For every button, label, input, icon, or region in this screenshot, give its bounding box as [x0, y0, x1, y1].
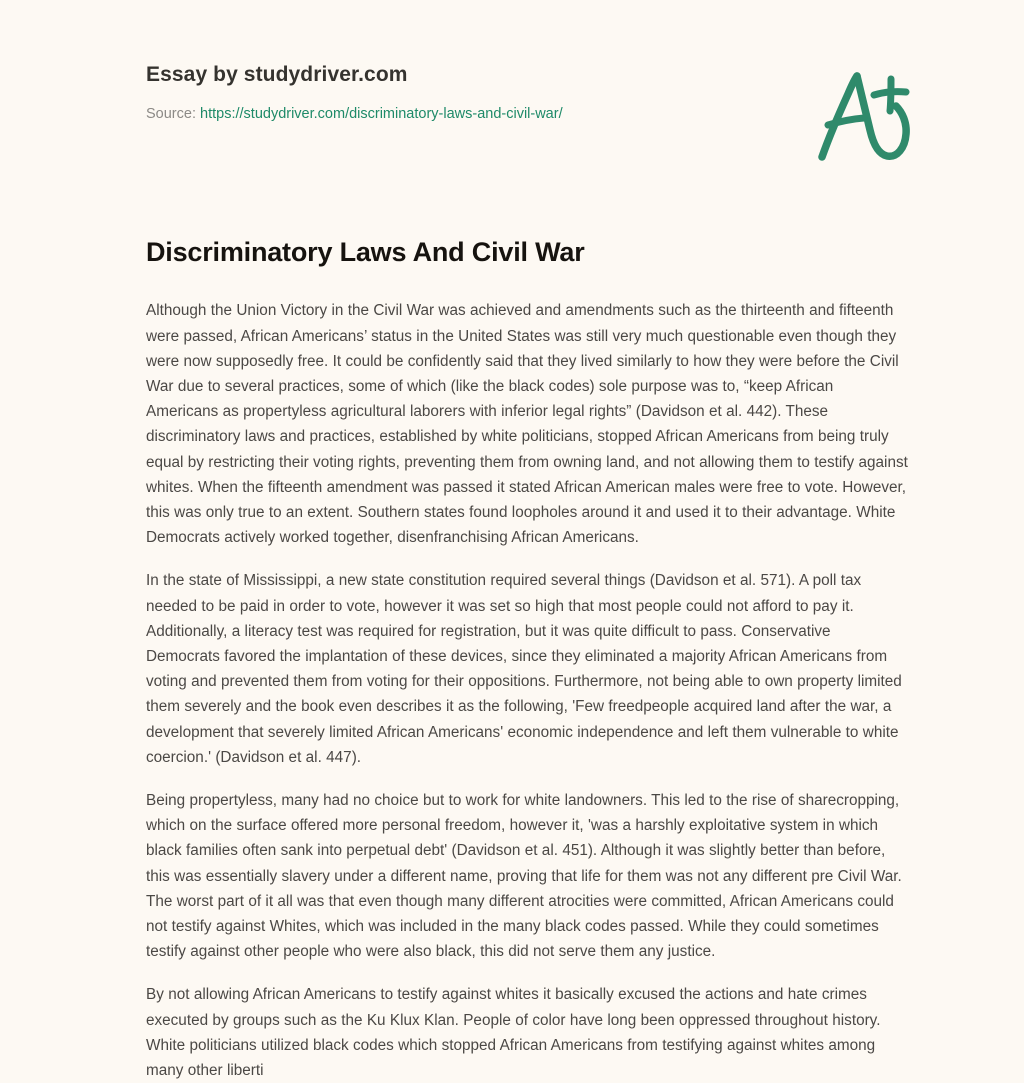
source-label: Source:: [146, 106, 196, 123]
essay-paragraph-1: Although the Union Victory in the Civil War was achieved and amendments such as the thirteenth and fifteenth were passed, African Americans’ status in the United States was still very much questionable even though they were now supposedly free. It could be confidently said that they lived similarly to how they were before the Civil War due to several practices, some of which (like the black codes) sole purpose was to, “keep African Americans as propertyless agricultural laborers with inferior legal rights” (Davidson et al. 442). These discriminatory laws and practices, established by white politicians, stopped African Americans from being truly equal by restricting their voting rights, preventing them from owning land, and not allowing them to testify against whites. When the fifteenth amendment was passed it stated African American males were free to vote. However, this was only true to an extent. Southern states found loopholes around it and used it to their advantage. White Democrats actively worked together, disenfranchising African Americans.: [146, 302, 908, 547]
source-url-link[interactable]: https://studydriver.com/discriminatory-laws-and-civil-war/: [200, 106, 563, 123]
page-header: [146, 62, 914, 124]
site-attribution-title: Essay by studydriver.com: [146, 63, 408, 86]
essay-paragraph-3: Being propertyless, many had no choice but to work for white landowners. This led to the rise of sharecropping, which on the surface offered more personal freedom, however it, 'was a harshly exploitative system in which black families often sank into perpetual debt' (Davidson et al. 451). Although it was slightly better than before, this was essentially slavery under a different name, proving that life for them was not any different pre Civil War. The worst part of it all was that even though many different atrocities were committed, African Americans could not testify against Whites, which was included in the many black codes passed. While they could sometimes testify against other people who were also black, this did not serve them any justice.: [146, 792, 902, 961]
studydriver-logo: [812, 62, 922, 172]
essay-title: Discriminatory Laws And Civil War: [146, 237, 585, 267]
essay-content: [146, 236, 908, 1083]
source-line: [146, 105, 914, 124]
essay-paragraph-2: In the state of Mississippi, a new state constitution required several things (Davidson et al. 571). A poll tax needed to be paid in order to vote, however it was set so high that most people could not afford to pay it. Additionally, a literacy test was required for registration, but it was quite difficult to pass. Conservative Democrats favored the implantation of these devices, since they eliminated a majority African Americans from voting and prevented them from voting for their oppositions. Furthermore, not being able to own property limited them severely and the book even describes it as the following, 'Few freedpeople acquired land after the war, a development that severely limited African Americans' economic independence and left them vulnerable to white coercion.' (Davidson et al. 447).: [146, 572, 902, 766]
a-plus-icon: [812, 62, 922, 172]
essay-paragraph-4: By not allowing African Americans to testify against whites it basically excused the actions and hate crimes executed by groups such as the Ku Klux Klan. People of color have long been oppressed throughout history. White politicians utilized black codes which stopped African Americans from testifying against whites among many other liberti: [146, 986, 881, 1080]
